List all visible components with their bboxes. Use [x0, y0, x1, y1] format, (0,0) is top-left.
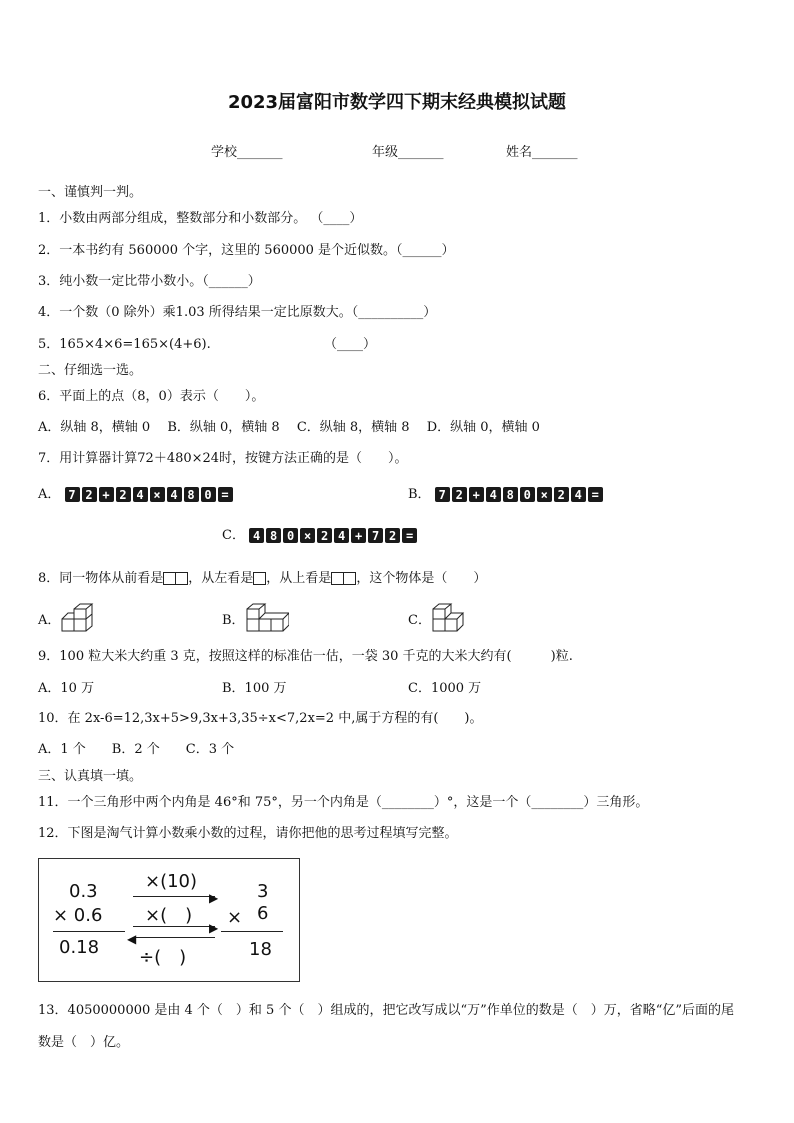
section-3-heading: 三、认真填一填。 [38, 769, 143, 784]
calculator-key: 2 [385, 528, 400, 543]
question-10: 10．在 2x-6=12,3x+5>9,3x+3,35÷x<7,2x=2 中,属于方程的有( )。 [38, 711, 483, 726]
question-8 [38, 567, 486, 586]
name-field: 姓名_______ [506, 145, 578, 160]
left-product: 0.18 [59, 937, 100, 958]
calculator-key: 4 [167, 487, 182, 502]
question-9-option-a: A．10 万 [38, 681, 95, 696]
question-7: 7．用计算器计算72＋480×24时，按键方法正确的是（ ）。 [38, 451, 408, 466]
option-c-label: C． [222, 528, 245, 543]
question-13-line-2: 数是（ ）亿。 [38, 1035, 130, 1050]
calculator-key: 7 [435, 487, 450, 502]
question-9-option-c: C．1000 万 [408, 681, 482, 696]
option-c-label: C． [408, 612, 431, 628]
arrow-right-top [133, 896, 215, 897]
section-2-heading: 二、仔细选一选。 [38, 363, 143, 378]
arrow-head-left-icon: ◀ [127, 932, 137, 946]
calculator-key: 4 [133, 487, 148, 502]
cube-figure-c-icon [431, 603, 471, 633]
question-7-option-a [38, 483, 233, 502]
question-9: 9．100 粒大米大约重 3 克，按照这样的标准估一估，一袋 30 千克的大米大约有( )粒. [38, 649, 573, 664]
calculator-key: + [99, 487, 114, 502]
calculator-key: 2 [116, 487, 131, 502]
arrow-mid-label: ×( ) [145, 905, 193, 926]
option-b-label: B． [408, 487, 431, 502]
calculator-key: 0 [520, 487, 535, 502]
calculator-key: 7 [65, 487, 80, 502]
calculator-key: 8 [184, 487, 199, 502]
option-b-label: B． [222, 612, 245, 628]
calculator-key: = [588, 487, 603, 502]
arrow-head-right-icon: ▶ [209, 921, 219, 935]
calculator-key: = [218, 487, 233, 502]
calculator-key: + [351, 528, 366, 543]
question-2: 2．一本书约有 560000 个字，这里的 560000 是个近似数。（______） [38, 243, 455, 258]
calculator-keys-c [249, 528, 417, 543]
calculator-key: 2 [554, 487, 569, 502]
calculator-key: 4 [249, 528, 264, 543]
page-title: 2023届富阳市数学四下期末经典模拟试题 [227, 92, 567, 113]
top-view-icon [331, 571, 356, 586]
arrow-top-label: ×(10) [145, 871, 198, 892]
question-11: 11．一个三角形中两个内角是 46°和 75°，另一个内角是（________）°，这是一个（________）三角形。 [38, 795, 649, 810]
question-1: 1．小数由两部分组成，整数部分和小数部分。 （____） [38, 211, 363, 226]
question-13-line-1: 13．4050000000 是由 4 个（ ）和 5 个（ ）组成的，把它改写成以“万”作单位的数是（ ）万，省略“亿”后面的尾 [38, 1003, 735, 1018]
question-6: 6．平面上的点（8，0）表示（ ）。 [38, 389, 265, 404]
calculator-key: 4 [486, 487, 501, 502]
grade-field: 年级_______ [372, 145, 444, 160]
calculator-key: 4 [334, 528, 349, 543]
calculator-key: 2 [82, 487, 97, 502]
front-view-icon [163, 571, 188, 586]
calculator-key: × [300, 528, 315, 543]
calculator-key: 7 [368, 528, 383, 543]
question-8-option-a [38, 603, 100, 633]
calculator-key: + [469, 487, 484, 502]
right-product: 18 [249, 939, 272, 960]
question-8-option-c [408, 603, 471, 633]
calculator-key: 2 [317, 528, 332, 543]
calculator-key: × [537, 487, 552, 502]
option-a-label: A． [38, 612, 61, 628]
calculator-key: = [402, 528, 417, 543]
question-4: 4．一个数（0 除外）乘1.03 所得结果一定比原数大。（__________） [38, 305, 437, 320]
calculator-key: 8 [503, 487, 518, 502]
calculator-key: × [150, 487, 165, 502]
cube-figure-a-icon [60, 603, 100, 633]
right-times-sign: × [227, 907, 243, 928]
question-12: 12．下图是淘气计算小数乘小数的过程，请你把他的思考过程填写完整。 [38, 826, 458, 841]
calculator-keys-b [435, 487, 603, 502]
question-10-options: A．1 个 B．2 个 C．3 个 [38, 742, 235, 757]
question-7-option-c [222, 524, 417, 543]
question-7-option-b [408, 483, 603, 502]
question-5-blank: （____） [324, 337, 377, 352]
right-factor-top: 3 [257, 881, 269, 902]
question-8-part-4: ，这个物体是（ ） [356, 571, 487, 586]
question-6-options: A．纵轴 8，横轴 0 B．纵轴 0，横轴 8 C．纵轴 8，横轴 8 D．纵轴 0，横轴 0 [38, 420, 540, 435]
question-5: 5．165×4×6=165×(4+6). [38, 337, 211, 352]
arrow-bottom-label: ÷( ) [139, 947, 187, 968]
question-8-part-2: ，从左看是 [188, 571, 254, 586]
school-field: 学校_______ [211, 145, 283, 160]
question-8-part-3: ，从上看是 [266, 571, 332, 586]
calculator-key: 0 [283, 528, 298, 543]
left-factor-top: 0.3 [69, 881, 98, 902]
left-view-icon [253, 571, 266, 586]
arrow-head-right-icon: ▶ [209, 891, 219, 905]
question-3: 3．纯小数一定比带小数小。（______） [38, 274, 261, 289]
multiplication-process-figure [38, 858, 300, 982]
cube-figure-b-icon [245, 603, 289, 633]
calculator-key: 0 [201, 487, 216, 502]
arrow-left-bottom [133, 937, 215, 938]
calculator-keys-a [65, 487, 233, 502]
question-9-option-b: B．100 万 [222, 681, 287, 696]
question-8-option-b [222, 603, 289, 633]
section-1-heading: 一、谨慎判一判。 [38, 185, 143, 200]
calculator-key: 2 [452, 487, 467, 502]
right-factor-bottom: 6 [257, 903, 269, 924]
arrow-right-mid [133, 926, 215, 927]
calculator-key: 4 [571, 487, 586, 502]
calculator-key: 8 [266, 528, 281, 543]
question-8-part-1: 8．同一物体从前看是 [38, 571, 164, 586]
option-a-label: A． [38, 487, 61, 502]
left-factor-bottom: × 0.6 [53, 905, 103, 926]
